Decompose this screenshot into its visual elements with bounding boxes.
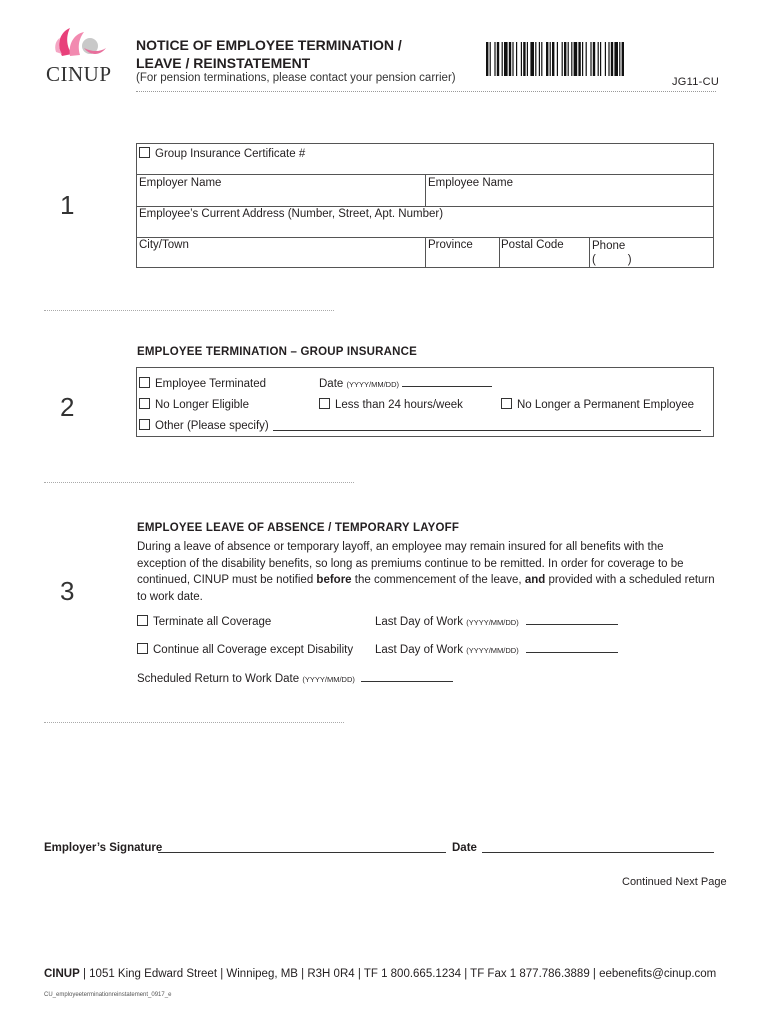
return-date-label: Scheduled Return to Work Date [137, 673, 300, 685]
para-text-2: the commencement of the leave, [351, 574, 525, 586]
no-longer-permanent-option[interactable] [501, 398, 694, 411]
section-divider [44, 482, 354, 483]
last-day-label-1: Last Day of Work [375, 616, 463, 628]
termination-options [136, 367, 714, 437]
other-label: Other (Please specify) [155, 420, 269, 432]
continued-next-page: Continued Next Page [622, 876, 727, 888]
continue-all-option[interactable] [137, 643, 353, 656]
address-field[interactable]: Employee’s Current Address (Number, Street, Apt. Number) [139, 208, 444, 220]
leave-explanation [137, 539, 715, 605]
last-day-field-1[interactable] [375, 615, 618, 628]
termination-date-format: (YYYY/MM/DD) [346, 380, 399, 389]
last-day-label-2: Last Day of Work [375, 644, 463, 656]
employee-terminated-checkbox[interactable] [139, 377, 150, 388]
section-divider [44, 310, 334, 311]
employer-signature-label: Employer’s Signature [44, 842, 163, 854]
last-day-field-2[interactable] [375, 643, 618, 656]
file-code: CU_employeeterminationreinstatement_0917_e [44, 992, 172, 998]
form-title [136, 36, 402, 72]
termination-date-label: Date [319, 378, 344, 390]
certificate-label: Group Insurance Certificate # [155, 148, 306, 160]
terminate-all-label: Terminate all Coverage [153, 616, 272, 628]
employee-info-grid [136, 143, 714, 268]
phone-label: Phone [592, 240, 626, 252]
para-text-1: During a leave of absence or temporary layoff, an employee may remain insured for all benefits with the exception of the disability benefits, so long as premiums continue to be remitted. In order for coverage to be continued, CINUP must be notified [137, 541, 684, 586]
header-divider [136, 91, 716, 92]
title-line-2: LEAVE / REINSTATEMENT [136, 55, 311, 71]
no-longer-eligible-option[interactable] [139, 398, 249, 411]
termination-date-line[interactable] [402, 377, 492, 387]
other-specify-line[interactable] [273, 430, 701, 431]
employee-terminated-label: Employee Terminated [155, 378, 267, 390]
postal-code-field[interactable]: Postal Code [501, 239, 564, 251]
para-bold-and: and [524, 574, 546, 586]
no-longer-permanent-label: No Longer a Permanent Employee [517, 399, 695, 411]
footer-contact [44, 968, 716, 980]
continue-all-checkbox[interactable] [137, 643, 148, 654]
last-day-line-2[interactable] [526, 643, 618, 653]
no-longer-eligible-checkbox[interactable] [139, 398, 150, 409]
employer-name-field[interactable]: Employer Name [139, 177, 222, 189]
signature-date-label: Date [452, 842, 477, 854]
signature-date-line[interactable] [482, 852, 714, 853]
phone-area-code: ( ) [592, 254, 632, 266]
logo-text: CINUP [46, 62, 112, 86]
terminate-all-option[interactable] [137, 615, 271, 628]
section-heading-termination: EMPLOYEE TERMINATION – GROUP INSURANCE [137, 346, 418, 358]
para-bold-before: before [316, 574, 352, 586]
footer-address: | 1051 King Edward Street | Winnipeg, MB | R3H 0R4 | TF 1 800.665.1234 | TF Fax 1 877.786.3889 | eebenefits@cinup.com [79, 968, 717, 980]
section-number-3: 3 [60, 576, 75, 606]
employee-terminated-option[interactable] [139, 377, 266, 390]
footer-company: CINUP [44, 968, 80, 980]
section-number-1: 1 [60, 190, 75, 220]
less-than-24-option[interactable] [319, 398, 463, 411]
return-date-format: (YYYY/MM/DD) [302, 675, 355, 684]
no-longer-permanent-checkbox[interactable] [501, 398, 512, 409]
employee-name-field[interactable]: Employee Name [428, 177, 514, 189]
terminate-all-checkbox[interactable] [137, 615, 148, 626]
termination-date-field[interactable] [319, 377, 492, 390]
phone-field[interactable] [592, 239, 632, 267]
last-day-line-1[interactable] [526, 615, 618, 625]
less-than-24-checkbox[interactable] [319, 398, 330, 409]
city-field[interactable]: City/Town [139, 239, 189, 251]
return-date-field[interactable] [137, 672, 453, 685]
certificate-checkbox[interactable] [139, 147, 150, 158]
para-text-3: provided with a scheduled return to work date. [137, 574, 715, 603]
last-day-format-1: (YYYY/MM/DD) [466, 618, 519, 627]
section-divider [44, 722, 344, 723]
no-longer-eligible-label: No Longer Eligible [155, 399, 249, 411]
form-subtitle: (For pension terminations, please contact your pension carrier) [136, 72, 456, 84]
section-number-2: 2 [60, 392, 75, 422]
logo-mark-icon [50, 22, 110, 64]
less-than-24-label: Less than 24 hours/week [335, 399, 463, 411]
employer-signature-line[interactable] [158, 852, 446, 853]
last-day-format-2: (YYYY/MM/DD) [466, 646, 519, 655]
title-line-1: NOTICE OF EMPLOYEE TERMINATION / [136, 37, 402, 53]
other-option[interactable] [139, 419, 269, 432]
form-code: JG11-CU [672, 76, 720, 88]
barcode-icon [486, 42, 715, 76]
other-checkbox[interactable] [139, 419, 150, 430]
continue-all-label: Continue all Coverage except Disability [153, 644, 354, 656]
province-field[interactable]: Province [428, 239, 473, 251]
section-heading-leave: EMPLOYEE LEAVE OF ABSENCE / TEMPORARY LAYOFF [137, 522, 460, 534]
certificate-field[interactable] [139, 147, 305, 160]
return-date-line[interactable] [361, 672, 453, 682]
cinup-logo [50, 22, 110, 64]
